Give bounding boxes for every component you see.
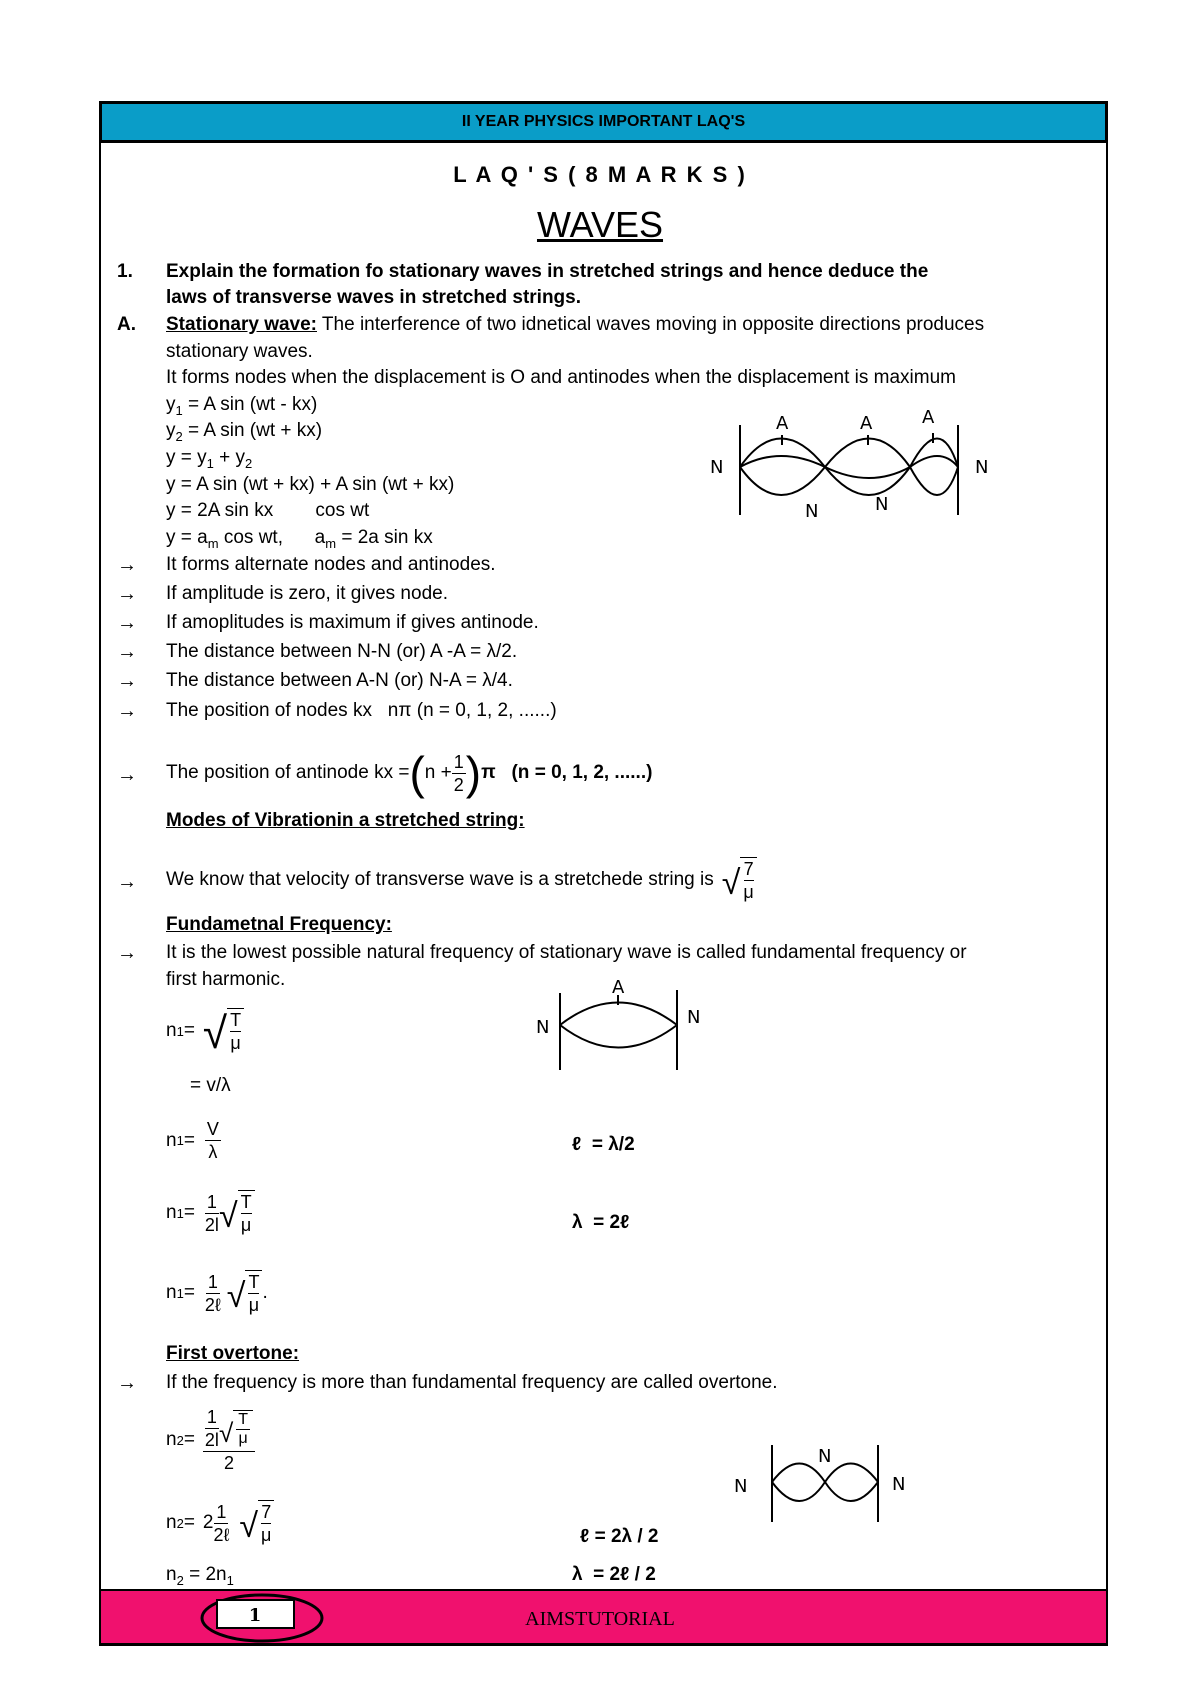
eq-l-lambda2: ℓ = λ/2	[572, 1134, 635, 1155]
fig1-label-n1: N	[710, 457, 724, 478]
bullet-arrow-9: →	[117, 942, 137, 964]
bullet-arrow-8: →	[117, 871, 137, 893]
stationary-definition	[166, 314, 984, 336]
fundamental-figure	[530, 975, 730, 1075]
topic-title: WAVES	[536, 204, 664, 245]
stationary-text-1: The interference of two idnetical waves moving in opposite directions produces	[317, 314, 985, 335]
fig2-label-n2: N	[687, 1007, 701, 1028]
eq-y-am: $y = a_m$ cos wt, $a_m = 2a$ sin kx	[166, 527, 433, 551]
antinode-position: The position of antinode kx = ( n + $\frac{1}{2}$ ) π (n = 0, 1, 2, ......)	[166, 747, 653, 799]
stationary-heading: Stationary wave:	[166, 314, 317, 335]
nodes-text: It forms nodes when the displacement is O and antinodes when the displacement is maximum	[166, 367, 956, 388]
eq-n1-v: n 1 = $\frac{V}{\lambda}$	[166, 1119, 219, 1162]
eq-n2-final: $n_2 = 2n_1$	[166, 1564, 234, 1588]
fundamental-text-2: first harmonic.	[166, 969, 286, 990]
fig1-label-n4: N	[875, 494, 889, 515]
bullet-arrow-4: →	[117, 641, 137, 663]
eq-y-sum: $y = y_1 + y_2$	[166, 447, 253, 471]
overtone-heading: First overtone:	[166, 1343, 300, 1364]
overtone-text: If the frequency is more than fundamental frequency are called overtone.	[166, 1372, 778, 1393]
answer-label: A.	[117, 314, 136, 335]
overtone-figure	[720, 1440, 920, 1530]
eq-l-2lambda2: ℓ = 2λ / 2	[580, 1526, 659, 1547]
bullet-1: It forms alternate nodes and antinodes.	[166, 554, 496, 575]
bullet-5: The distance between A-N (or) N-A = λ/4.	[166, 670, 513, 691]
stationary-wave-figure	[700, 405, 1000, 525]
fig1-label-a1: A	[776, 413, 789, 434]
eq-n1-final: n 1 = $\frac{1}{\text{2ℓ}}$ √ T μ .	[166, 1271, 268, 1315]
fig3-label-n2: N	[818, 1446, 832, 1467]
fig1-label-a3: A	[922, 407, 935, 428]
fundamental-text-1: It is the lowest possible natural frequency of stationary wave is called fundamental frequency or	[166, 942, 967, 963]
eq-n2-half: n 2 = $\frac{1}{2l}$ √ T μ 2	[166, 1406, 255, 1474]
eq-n1-sqrt: n 1 = √ T μ	[166, 1008, 244, 1054]
bullet-arrow-6: →	[117, 700, 137, 722]
fig2-label-a: A	[612, 977, 625, 998]
bullet-2: If amplitude is zero, it gives node.	[166, 583, 448, 604]
footer-brand: AIMSTUTORIAL	[525, 1608, 675, 1630]
stationary-text-2: stationary waves.	[166, 341, 313, 362]
page-number: 1	[248, 1605, 262, 1626]
fig1-label-n3: N	[805, 501, 819, 522]
bullet-arrow-3: →	[117, 612, 137, 634]
fig1-label-n2: N	[975, 457, 989, 478]
eq-lambda-2l: λ = 2ℓ	[572, 1212, 630, 1233]
bullet-arrow-2: →	[117, 583, 137, 605]
section-title: L A Q ' S ( 8 M A R K S )	[453, 162, 747, 187]
header-title: II YEAR PHYSICS IMPORTANT LAQ'S	[461, 113, 746, 130]
velocity-line: We know that velocity of transverse wave is a stretchede string is √ 7 μ	[166, 848, 757, 912]
eq-y-2a: y = 2A sin kx cos wt	[166, 500, 370, 521]
bullet-arrow-7: →	[117, 764, 137, 786]
eq-lambda-2l2: λ = 2ℓ / 2	[572, 1564, 656, 1585]
question-line-2: laws of transverse waves in stretched strings.	[166, 287, 582, 308]
bullet-arrow-5: →	[117, 670, 137, 692]
fig1-label-a2: A	[860, 413, 873, 434]
bullet-3: If amoplitudes is maximum if gives antinode.	[166, 612, 539, 633]
eq-y2: $y_2 = A$ sin (wt + kx)	[166, 420, 323, 444]
bullet-arrow-10: →	[117, 1372, 137, 1394]
fig3-label-n1: N	[734, 1476, 748, 1497]
page-header	[99, 101, 1108, 143]
eq-v-lambda: = v/λ	[190, 1075, 231, 1096]
question-number: 1.	[117, 261, 133, 282]
bullet-4: The distance between N-N (or) A -A = λ/2.	[166, 641, 518, 662]
bullet-arrow-1: →	[117, 554, 137, 576]
question-line-1: Explain the formation fo stationary waves in stretched strings and hence deduce the	[166, 261, 929, 282]
fundamental-heading: Fundametnal Frequency:	[166, 914, 392, 935]
eq-n2-2: n 2 = 2 $\frac{1}{\text{2ℓ}}$ √ 7 μ	[166, 1500, 274, 1546]
eq-y-expand: y = A sin (wt + kx) + A sin (wt + kx)	[166, 474, 455, 495]
eq-n1-half: n 1 = $\frac{1}{2l}$ √ T μ	[166, 1190, 255, 1236]
fig3-label-n3: N	[892, 1474, 906, 1495]
fig2-label-n1: N	[536, 1017, 550, 1038]
eq-y1: $y_1 = A$ sin (wt - kx)	[166, 394, 318, 418]
bullet-6: The position of nodes kx nπ (n = 0, 1, 2, ......)	[166, 700, 557, 721]
modes-heading: Modes of Vibrationin a stretched string:	[166, 810, 525, 831]
